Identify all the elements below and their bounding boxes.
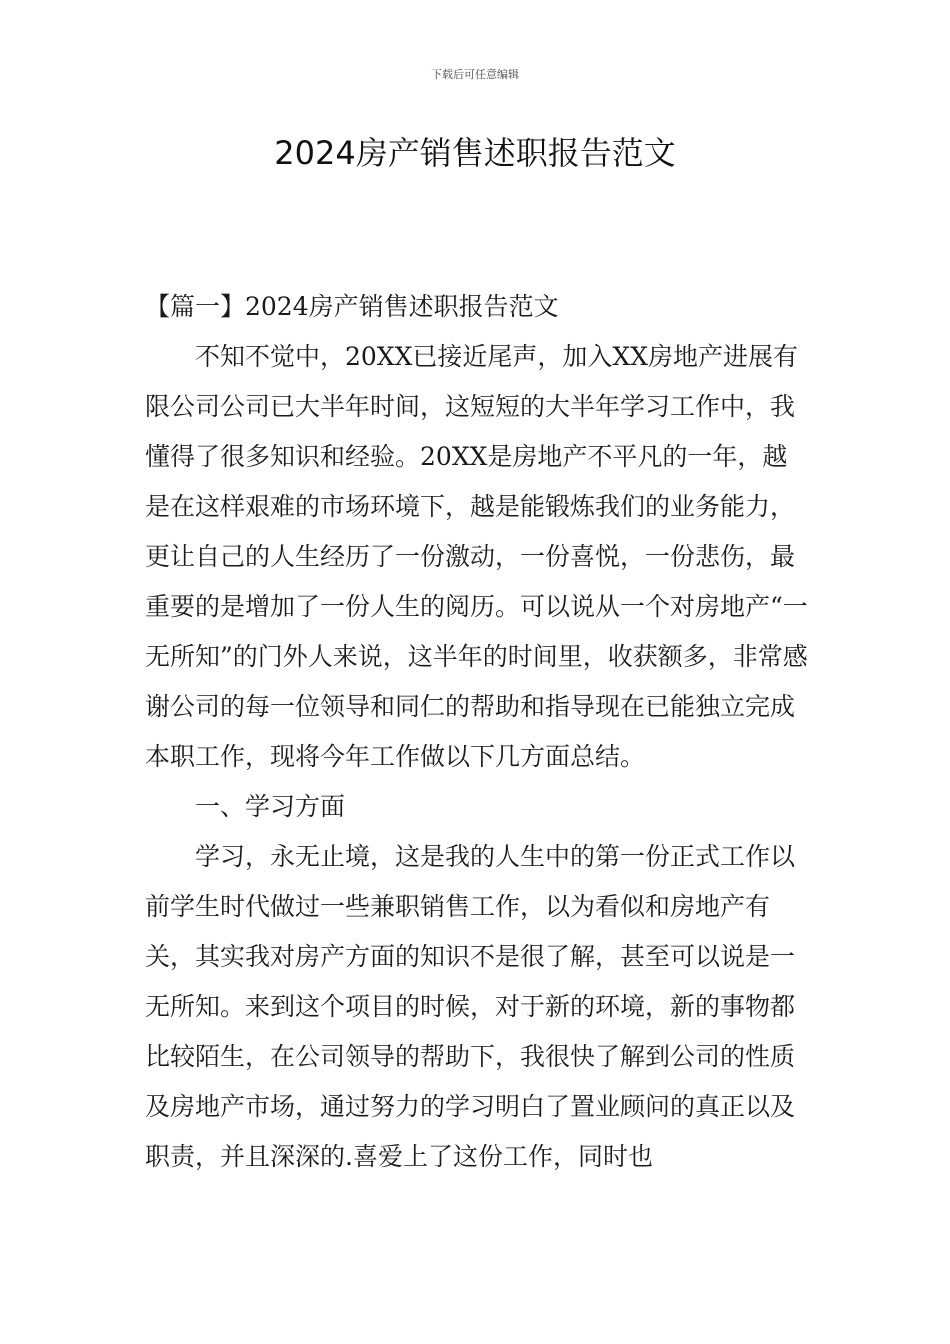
paragraph: 不知不觉中，20XX已接近尾声，加入XX房地产进展有限公司公司已大半年时间，这短短的大半年学习工作中，我懂得了很多知识和经验。20XX是房地产不平凡的一年，越是在这样艰难的市场环境下，越是能锻炼我们的业务能力，更让自己的人生经历了一份激动，一份喜悦，一份悲伤，最重要的是增加了一份人生的阅历。可以说从一个对房地产“一无所知”的门外人来说，这半年的时间里，收获额多，非常感谢公司的每一位领导和同仁的帮助和指导现在已能独立完成本职工作，现将今年工作做以下几方面总结。 [145, 342, 808, 771]
header-note: 下载后可任意编辑 [431, 68, 519, 81]
document-title: 2024房产销售述职报告范文 [274, 134, 676, 172]
subheading: 一、学习方面 [195, 792, 346, 821]
document-body [145, 282, 809, 1182]
paragraph: 学习，永无止境，这是我的人生中的第一份正式工作以前学生时代做过一些兼职销售工作，以为看似和房地产有关，其实我对房产方面的知识不是很了解，甚至可以说是一无所知。来到这个项目的时候，对于新的环境，新的事物都比较陌生，在公司领导的帮助下，我很快了解到公司的性质及房地产市场，通过努力的学习明白了置业顾问的真正以及职责，并且深深的.喜爱上了这份工作，同时也 [145, 842, 796, 1171]
section-heading: 【篇一】2024房产销售述职报告范文 [145, 292, 559, 321]
